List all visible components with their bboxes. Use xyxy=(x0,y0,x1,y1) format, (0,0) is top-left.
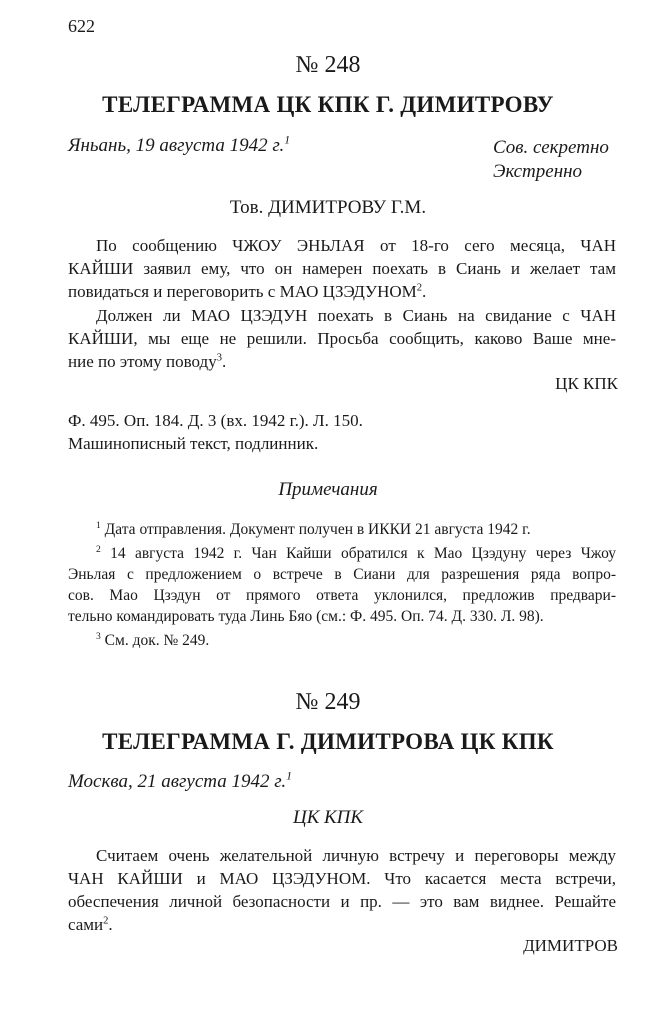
place-date-text: Яньань, 19 августа 1942 г. xyxy=(68,135,285,156)
footnote-text: См. док. № 249. xyxy=(104,632,210,649)
place-date-text: Москва, 21 августа 1942 г. xyxy=(68,771,287,792)
doc-number: № 248 xyxy=(295,52,361,78)
text-line xyxy=(68,352,226,372)
footnote-ref: 1 xyxy=(284,133,291,147)
text-line-content: сами xyxy=(68,915,104,934)
footnote-ref: 2 xyxy=(416,282,423,294)
text-line: Считаем очень желательной личную встречу и переговоры между xyxy=(96,846,616,865)
punctuation: . xyxy=(108,915,113,934)
footnote-1 xyxy=(96,521,531,539)
text-line xyxy=(68,915,113,935)
punctuation: . xyxy=(422,282,427,301)
addressee: Тов. ДИМИТРОВУ Г.М. xyxy=(229,197,427,218)
text-line-content: ние по этому поводу xyxy=(68,352,217,371)
place-date xyxy=(68,135,290,157)
archive-note: Машинописный текст, подлинник. xyxy=(68,434,319,453)
text-line: ЧАН КАЙШИ и МАО ЦЗЭДУНОМ. Что касается места встречи, xyxy=(68,869,616,888)
footnote-ref: 3 xyxy=(216,352,222,364)
text-line: По сообщению ЧЖОУ ЭНЬЛАЯ от 18-го сего месяца, ЧАН xyxy=(96,236,616,255)
doc-number: № 249 xyxy=(295,689,361,715)
archive-reference: Ф. 495. Оп. 184. Д. 3 (вх. 1942 г.). Л. 150. xyxy=(68,411,363,430)
footnote-ref: 1 xyxy=(286,769,293,783)
notes-heading: Примечания xyxy=(278,479,378,500)
punctuation: . xyxy=(221,352,227,371)
secrecy-label: Сов. секретно xyxy=(493,137,609,158)
footnote-text: 14 августа 1942 г. Чан Кайши обратился к Мао Цзэдуну через Чжоу xyxy=(110,545,616,562)
footnote-3 xyxy=(96,632,209,650)
page-number: 622 xyxy=(68,16,95,36)
signature: ДИМИТРОВ xyxy=(523,936,618,955)
signature: ЦК КПК xyxy=(555,374,618,393)
footnote-2 xyxy=(96,545,616,563)
footnote-number: 2 xyxy=(96,543,101,555)
text-line: КАЙШИ, мы еще не решили. Просьба сообщить, каково Ваше мне- xyxy=(68,329,616,348)
doc-title: ТЕЛЕГРАММА ЦК КПК Г. ДИМИТРОВУ xyxy=(102,92,554,117)
addressee: ЦК КПК xyxy=(292,807,364,828)
footnote-text: Дата отправления. Документ получен в ИККИ 21 августа 1942 г. xyxy=(104,521,531,538)
footnote-number: 1 xyxy=(96,519,101,531)
footnote-2-line: Эньлая с предложением о встрече в Сиани для разрешения ряда вопро- xyxy=(68,566,616,583)
place-date xyxy=(68,771,292,793)
text-line-content: повидаться и переговорить с МАО ЦЗЭДУНОМ xyxy=(68,282,417,301)
footnote-ref: 2 xyxy=(103,915,109,927)
text-line: Должен ли МАО ЦЗЭДУН поехать в Сиань на свидание с ЧАН xyxy=(96,306,616,325)
footnote-2-line: сов. Мао Цзэдун от прямого ответа уклонился, предложив предвари- xyxy=(68,587,616,604)
doc-title: ТЕЛЕГРАММА Г. ДИМИТРОВА ЦК КПК xyxy=(102,729,554,754)
footnote-2-line: тельно командировать туда Линь Бяо (см.: Ф. 495. Оп. 74. Д. 330. Л. 98). xyxy=(68,608,544,625)
footnote-number: 3 xyxy=(96,630,101,642)
urgency-label: Экстренно xyxy=(493,161,583,182)
text-line: КАЙШИ заявил ему, что он намерен поехать в Сиань и желает там xyxy=(68,259,616,278)
text-line xyxy=(68,282,426,302)
text-line: обеспечения личной безопасности и пр. — это вам виднее. Решайте xyxy=(68,892,616,911)
